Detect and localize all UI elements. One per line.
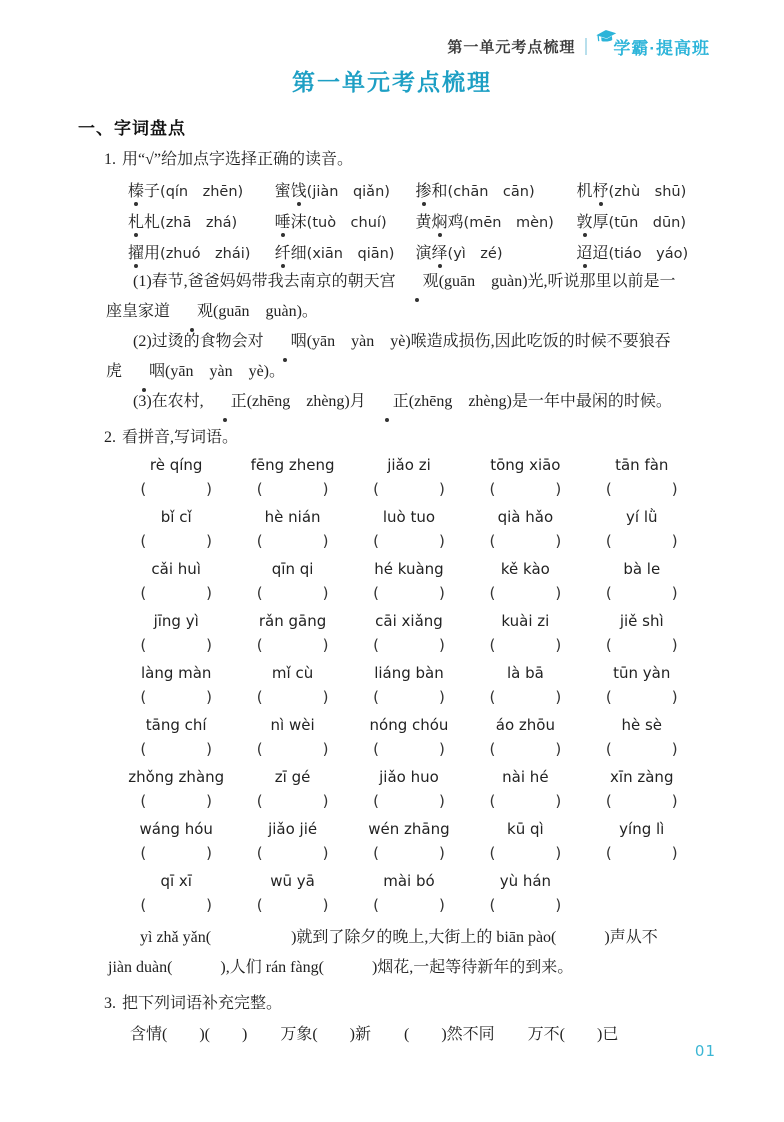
- pinyin-grid-row: [118, 661, 700, 711]
- page-number: 01: [694, 1042, 716, 1060]
- choice-word-char: 和: [431, 183, 448, 200]
- question-2-text: 看拼音,写词语。: [122, 429, 239, 446]
- choice-word-char: 沫: [290, 214, 307, 231]
- pinyin-label: rè qíng: [149, 456, 203, 474]
- question-1-number: 1.: [104, 151, 116, 168]
- choice-word-char: 擢: [128, 240, 144, 263]
- pinyin-grid-cell: [118, 765, 234, 815]
- answer-blank: ( ): [605, 844, 678, 862]
- choice-pinyin-options: (zhuó zhái): [160, 246, 251, 262]
- idiom-completion-item: ( )然不同: [404, 1026, 495, 1043]
- choice-row: [128, 174, 703, 205]
- answer-blank: ( ): [489, 532, 562, 550]
- answer-blank: ( ): [256, 532, 329, 550]
- answer-blank: ( ): [373, 740, 445, 758]
- pinyin-label: bà le: [623, 560, 661, 578]
- pinyin-choice-item: [128, 209, 275, 232]
- page-title: 第一单元考点梳理: [292, 70, 492, 95]
- choice-word-char: 用: [144, 245, 161, 262]
- answer-blank: ( ): [605, 480, 678, 498]
- answer-blank: ( ): [256, 792, 329, 810]
- sentence-text: (3)在农村,: [133, 393, 204, 410]
- pinyin-grid-row: [118, 609, 700, 659]
- pinyin-grid-cell: [584, 505, 700, 555]
- pinyin-grid-cell: [351, 765, 467, 815]
- answer-blank: ( ): [373, 792, 445, 810]
- section-heading: 一、字词盘点: [78, 119, 186, 138]
- pinyin-grid-cell: [467, 817, 583, 867]
- pinyin-grid-cell: [234, 453, 350, 503]
- answer-blank: ( ): [489, 480, 562, 498]
- pinyin-label: tāng chí: [145, 716, 207, 734]
- sentence-text: (1)春节,爸爸妈妈带我去南京的朝天宫: [133, 273, 396, 290]
- pinyin-grid-cell: [234, 765, 350, 815]
- pinyin-choice-item: [577, 178, 704, 201]
- answer-blank: ( ): [140, 740, 213, 758]
- choice-word-char: 饯: [291, 178, 307, 201]
- pinyin-label: cāi xiǎng: [375, 612, 443, 630]
- question-1-text: 用“√”给加点字选择正确的读音。: [122, 151, 353, 168]
- answer-blank: ( ): [256, 636, 329, 654]
- pinyin-choice-item: [416, 240, 577, 263]
- choice-pinyin-options: (chān cān): [447, 184, 535, 200]
- choice-sentence: [106, 327, 678, 387]
- pinyin-label: kuài zi: [501, 612, 550, 630]
- pinyin-grid-cell: [467, 713, 583, 763]
- answer-blank: ( ): [140, 636, 213, 654]
- pinyin-label: liáng bàn: [374, 664, 444, 682]
- pinyin-label: là bā: [506, 664, 544, 682]
- answer-blank: ( ): [140, 480, 213, 498]
- answer-blank: ( ): [373, 480, 445, 498]
- choice-pinyin-options: (qín zhēn): [160, 184, 244, 200]
- pinyin-grid-cell: [467, 453, 583, 503]
- answer-blank: ( ): [373, 688, 445, 706]
- choice-pinyin-options: (jiàn qiǎn): [306, 184, 390, 200]
- sentence-text: (zhēng zhèng)月: [246, 393, 366, 410]
- pinyin-grid-row: [118, 713, 700, 763]
- pinyin-label: tān fàn: [615, 456, 669, 474]
- pinyin-label: qī xī: [160, 872, 192, 890]
- choice-word-char: 焖: [432, 209, 448, 232]
- pinyin-grid-cell: [234, 817, 350, 867]
- answer-blank: ( ): [256, 688, 329, 706]
- answer-blank: ( ): [140, 844, 213, 862]
- header-unit-title: 第一单元考点梳理: [447, 39, 576, 56]
- answer-blank: ( ): [256, 740, 329, 758]
- pinyin-choice-item: [577, 240, 704, 263]
- pinyin-choice-item: [416, 178, 577, 201]
- pinyin-grid-cell: [351, 557, 467, 607]
- question-3-text: 把下列词语补充完整。: [122, 995, 283, 1012]
- choice-word-char: 鸡: [447, 214, 464, 231]
- pinyin-label: qīn qi: [271, 560, 314, 578]
- choice-pinyin-options: (zhā zhá): [160, 215, 238, 231]
- pinyin-grid-row: [118, 817, 700, 867]
- pinyin-label: tōng xiāo: [490, 456, 561, 474]
- pinyin-label: jiǎo zi: [387, 456, 431, 474]
- pinyin-grid-cell: [351, 453, 467, 503]
- pinyin-label: yíng lì: [619, 820, 665, 838]
- pinyin-label: wū yā: [270, 872, 315, 890]
- choice-pinyin-options: (xiān qiān): [306, 246, 395, 262]
- answer-blank: ( ): [256, 584, 329, 602]
- pinyin-grid-cell: [584, 453, 700, 503]
- pinyin-label: zhǒng zhàng: [128, 768, 225, 786]
- answer-blank: ( ): [373, 896, 445, 914]
- choice-word-char: 掺: [416, 178, 432, 201]
- choice-word-char: 榛: [128, 178, 144, 201]
- pinyin-label: nóng chóu: [369, 716, 449, 734]
- pinyin-grid-cell: [234, 713, 350, 763]
- pinyin-grid-cell: [351, 713, 467, 763]
- pinyin-choice-rows: [128, 174, 703, 267]
- choice-word-char: 细: [290, 245, 307, 262]
- pinyin-grid-cell: [467, 869, 583, 919]
- pinyin-label: jiě shì: [619, 612, 664, 630]
- pinyin-label: cǎi huì: [151, 560, 201, 578]
- pinyin-grid-cell: [118, 557, 234, 607]
- pinyin-grid-cell: [584, 661, 700, 711]
- answer-blank: ( ): [605, 584, 678, 602]
- pinyin-label: rǎn gāng: [258, 612, 327, 630]
- pinyin-choice-item: [577, 209, 704, 232]
- header-divider: [585, 38, 587, 55]
- pinyin-grid-cell: [234, 505, 350, 555]
- choice-word-char: 札: [128, 209, 144, 232]
- pinyin-grid-cell: [234, 609, 350, 659]
- question-3-prompt: [104, 990, 706, 1013]
- dotted-char: 观: [396, 267, 439, 297]
- pinyin-label: xīn zàng: [610, 768, 674, 786]
- question-2-number: 2.: [104, 429, 116, 446]
- pinyin-grid-row: [118, 557, 700, 607]
- pinyin-label: fēng zheng: [250, 456, 335, 474]
- choice-word-char: 札: [144, 214, 161, 231]
- pinyin-label: kū qì: [507, 820, 544, 838]
- answer-blank: ( ): [489, 584, 562, 602]
- pinyin-grid-cell: [234, 869, 350, 919]
- answer-blank: ( ): [373, 844, 445, 862]
- answer-blank: ( ): [373, 584, 445, 602]
- pinyin-label: yí lǜ: [626, 508, 658, 526]
- pinyin-grid-cell: [584, 817, 700, 867]
- question-2-prompt: [104, 424, 706, 447]
- pinyin-grid-cell: [118, 869, 234, 919]
- pinyin-grid-cell: [467, 505, 583, 555]
- pinyin-label: jiǎo jié: [268, 820, 318, 838]
- pinyin-label: hé kuàng: [374, 560, 444, 578]
- answer-blank: ( ): [605, 688, 678, 706]
- pinyin-grid-cell: [584, 557, 700, 607]
- choice-word-char: 唾: [275, 209, 291, 232]
- brand-logo: [597, 34, 710, 59]
- pinyin-grid-row: [118, 765, 700, 815]
- answer-blank: ( ): [605, 740, 678, 758]
- idiom-completion-item: 万不( )已: [527, 1026, 619, 1043]
- pinyin-grid-cell: [584, 869, 700, 919]
- choice-word-char: 绎: [432, 240, 448, 263]
- page-header: [447, 34, 710, 59]
- pinyin-grid-row: [118, 453, 700, 503]
- pinyin-grid-cell: [118, 505, 234, 555]
- idiom-completion-item: 万象( )新: [280, 1026, 371, 1043]
- choice-sentence: [106, 387, 678, 417]
- pinyin-grid-cell: [467, 765, 583, 815]
- answer-blank: ( ): [489, 688, 562, 706]
- dotted-char: 观: [170, 297, 213, 327]
- pinyin-label: wáng hóu: [139, 820, 213, 838]
- choice-word-char: 杼: [593, 178, 609, 201]
- answer-blank: ( ): [489, 636, 562, 654]
- pinyin-grid-cell: [584, 765, 700, 815]
- answer-blank: ( ): [489, 896, 562, 914]
- pinyin-fill-paragraph: yì zhǎ yǎn( )就到了除夕的晚上,大街上的 biān pào( )声从不 jiàn duàn( ),人们 rán fàng( )烟花,一起等待新年的到来。: [108, 929, 658, 976]
- answer-blank: ( ): [605, 792, 678, 810]
- pinyin-label: làng màn: [140, 664, 212, 682]
- idiom-completion-item: 含情( )( ): [130, 1026, 248, 1043]
- sentence-text: (guān guàn)。: [213, 303, 318, 320]
- pinyin-choice-item: [416, 209, 577, 232]
- pinyin-grid-cell: [118, 661, 234, 711]
- sentence-text: (yān yàn yè)喉造成损伤,因此吃饭的时候不要狼吞虎: [106, 333, 671, 380]
- pinyin-choice-item: [128, 178, 275, 201]
- sentence-text: (guān guàn)光,听说那里以前是一座皇家道: [106, 273, 676, 320]
- pinyin-label: bǐ cǐ: [160, 508, 192, 526]
- pinyin-label: yù hán: [499, 872, 552, 890]
- pinyin-grid-cell: [351, 505, 467, 555]
- choice-word-char: 子: [144, 183, 161, 200]
- answer-blank: ( ): [489, 740, 562, 758]
- dotted-char: 正: [366, 387, 409, 417]
- pinyin-grid-cell: [584, 713, 700, 763]
- pinyin-grid-cell: [351, 661, 467, 711]
- pinyin-grid-row: [118, 505, 700, 555]
- pinyin-writing-grid: [118, 453, 700, 919]
- pinyin-choice-item: [275, 209, 416, 232]
- choice-word-char: 迢: [592, 245, 609, 262]
- pinyin-label: tūn yàn: [613, 664, 671, 682]
- pinyin-label: mài bó: [383, 872, 435, 890]
- worksheet-content: [0, 114, 784, 1044]
- answer-blank: ( ): [256, 844, 329, 862]
- answer-blank: ( ): [489, 844, 562, 862]
- pinyin-grid-cell: [118, 453, 234, 503]
- sentence-text: (zhēng zhèng)是一年中最闲的时候。: [408, 393, 672, 410]
- pinyin-grid-cell: [467, 557, 583, 607]
- answer-blank: ( ): [605, 532, 678, 550]
- answer-blank: ( ): [605, 636, 678, 654]
- choice-word-char: 演: [415, 245, 432, 262]
- choice-pinyin-options: (zhù shū): [608, 184, 687, 200]
- choice-pinyin-options: (yì zé): [447, 246, 503, 262]
- brand-label: 学霸·提高班: [613, 39, 710, 58]
- choice-word-char: 敦: [577, 209, 593, 232]
- pinyin-grid-cell: [351, 609, 467, 659]
- question-3-number: 3.: [104, 995, 116, 1012]
- dotted-char: 正: [204, 387, 247, 417]
- pinyin-grid-cell: [584, 609, 700, 659]
- choice-word-char: 厚: [592, 214, 609, 231]
- dotted-char: 咽: [122, 357, 165, 387]
- answer-blank: ( ): [140, 584, 213, 602]
- choice-word-char: 纤: [275, 240, 291, 263]
- choice-row: [128, 236, 703, 267]
- answer-blank: ( ): [140, 792, 213, 810]
- answer-blank: ( ): [373, 636, 445, 654]
- idiom-completion-line: [130, 1021, 706, 1044]
- pinyin-label: mǐ cù: [271, 664, 314, 682]
- pinyin-grid-cell: [118, 713, 234, 763]
- choice-pinyin-options: (tiáo yáo): [608, 246, 689, 262]
- pinyin-grid-cell: [467, 661, 583, 711]
- pinyin-label: hè sè: [621, 716, 663, 734]
- pinyin-label: jiǎo huo: [379, 768, 439, 786]
- pinyin-grid-cell: [118, 609, 234, 659]
- choice-word-char: 黄: [415, 214, 432, 231]
- question-1-prompt: [104, 146, 706, 169]
- pinyin-grid-cell: [351, 869, 467, 919]
- pinyin-grid-row: [118, 869, 700, 919]
- sentence-text: (2)过烫的食物会对: [133, 333, 264, 350]
- choice-word-char: 机: [576, 183, 593, 200]
- choice-word-char: 迢: [577, 240, 593, 263]
- answer-blank: ( ): [256, 480, 329, 498]
- pinyin-choice-item: [275, 178, 416, 201]
- pinyin-label: luò tuo: [382, 508, 436, 526]
- choice-pinyin-options: (mēn mèn): [463, 215, 554, 231]
- choice-row: [128, 205, 703, 236]
- dotted-char: 咽: [264, 327, 307, 357]
- answer-blank: ( ): [140, 532, 213, 550]
- answer-blank: ( ): [489, 792, 562, 810]
- pinyin-label: kě kào: [500, 560, 550, 578]
- pinyin-label: áo zhōu: [495, 716, 555, 734]
- pinyin-grid-cell: [351, 817, 467, 867]
- answer-blank: ( ): [140, 896, 213, 914]
- answer-blank: ( ): [373, 532, 445, 550]
- pinyin-label: wén zhāng: [368, 820, 450, 838]
- pinyin-grid-cell: [234, 557, 350, 607]
- sentence-text: (yān yàn yè)。: [165, 363, 285, 380]
- pinyin-grid-cell: [234, 661, 350, 711]
- choice-pinyin-options: (tūn dūn): [608, 215, 686, 231]
- pinyin-label: nì wèi: [270, 716, 315, 734]
- pinyin-choice-sentences: [106, 267, 678, 417]
- pinyin-label: zī gé: [274, 768, 311, 786]
- pinyin-label: jīng yì: [153, 612, 199, 630]
- pinyin-choice-item: [275, 240, 416, 263]
- pinyin-label: nài hé: [502, 768, 549, 786]
- choice-pinyin-options: (tuò chuí): [306, 215, 387, 231]
- pinyin-choice-item: [128, 240, 275, 263]
- answer-blank: ( ): [140, 688, 213, 706]
- choice-sentence: [106, 267, 678, 327]
- answer-blank: ( ): [256, 896, 329, 914]
- pinyin-grid-cell: [467, 609, 583, 659]
- graduation-cap-icon: [596, 29, 618, 53]
- choice-word-char: 蜜: [274, 183, 291, 200]
- pinyin-label: qià hǎo: [497, 508, 554, 526]
- pinyin-label: hè nián: [264, 508, 321, 526]
- pinyin-grid-cell: [118, 817, 234, 867]
